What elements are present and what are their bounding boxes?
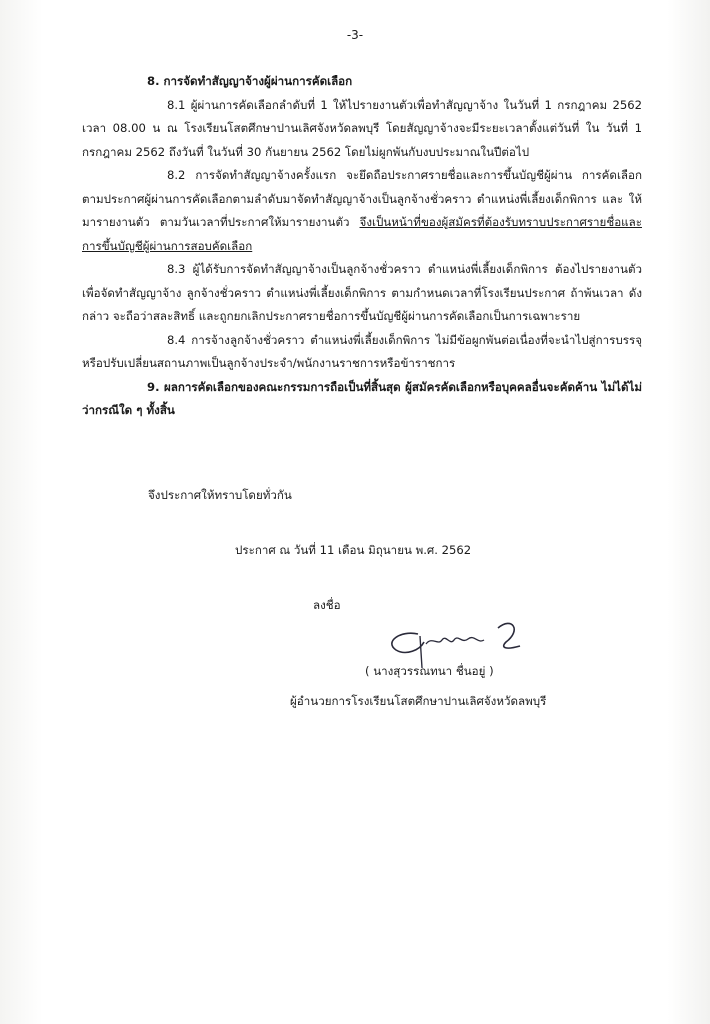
signed-label: ลงชื่อ bbox=[313, 598, 341, 612]
announcement-date: ประกาศ ณ วันที่ 11 เดือน มิถุนายน พ.ศ. 2562 bbox=[235, 543, 472, 557]
signer-title: ผู้อำนวยการโรงเรียนโสตศึกษาปานเลิศจังหวัดลพบุรี bbox=[290, 694, 547, 708]
paragraph-8-4: 8.4 การจ้างลูกจ้างชั่วคราว ตำแหน่งพี่เลี้ยงเด็กพิการ ไม่มีข้อผูกพันต่อเนื่องที่จะนำไปสู่การบรรจุ หรือปรับเปลี่ยนสถานภาพเป็นลูกจ้างประจำ/พนักงานราชการหรือข้าราชการ bbox=[82, 332, 642, 370]
section-8-heading: 8. การจัดทำสัญญาจ้างผู้ผ่านการคัดเลือก bbox=[147, 74, 353, 88]
paragraph-8-3: 8.3 ผู้ได้รับการจัดทำสัญญาจ้างเป็นลูกจ้างชั่วคราว ตำแหน่งพี่เลี้ยงเด็กพิการ ต้องไปรายงานตัว เพื่อจัดทำสัญญาจ้าง ลูกจ้างชั่วคราว ตำแหน่งพี่เลี้ยงเด็กพิการ ตามกำหนดเวลาที่โรงเรียนประกาศ ถ้าพ้นเวลา ดังกล่าว จะถือว่าสละสิทธิ์ และถูกยกเลิกประกาศรายชื่อการขึ้นบัญชีผู้ผ่านการคัดเลือกเป็นการเฉพาะราย bbox=[82, 262, 642, 323]
page-number: -3- bbox=[346, 28, 364, 42]
document-body bbox=[82, 70, 642, 423]
paragraph-8-2 bbox=[82, 164, 642, 258]
section-9: 9. ผลการคัดเลือกของคณะกรรมการถือเป็นที่สิ้นสุด ผู้สมัครคัดเลือกหรือบุคคลอื่นจะคัดค้าน ไม่ได้ไม่ว่ากรณีใด ๆ ทั้งสิ้น bbox=[82, 379, 642, 417]
signer-name: ( นางสุวรรณทนา ชื่นอยู่ ) bbox=[365, 664, 494, 678]
paragraph-8-2-text: 8.2 การจัดทำสัญญาจ้างครั้งแรก จะยึดถือประกาศรายชื่อและการขึ้นบัญชีผู้ผ่าน การคัดเลือก ตามประกาศผู้ผ่านการคัดเลือกตามลำดับมาจัดทำสัญญาจ้างเป็นลูกจ้างชั่วคราว ตำแหน่งพี่เลี้ยงเด็กพิการ และ ให้มารายงานตัว ตามวันเวลาที่ประกาศให้มารายงานตัว bbox=[82, 168, 642, 229]
paragraph-8-2-underlined: จึงเป็นหน้าที่ของผู้สมัครที่ต้องรับทราบประกาศรายชื่อและการขึ้นบัญชีผู้ผ่านการสอบคัดเลือก bbox=[82, 215, 642, 253]
paragraph-8-1: 8.1 ผู้ผ่านการคัดเลือกลำดับที่ 1 ให้ไปรายงานตัวเพื่อทำสัญญาจ้าง ในวันที่ 1 กรกฎาคม 2562 เวลา 08.00 น ณ โรงเรียนโสตศึกษาปานเลิศจังหวัดลพบุรี โดยสัญญาจ้างจะมีระยะเวลาตั้งแต่วันที่ ใน วันที่ 1 กรกฎาคม 2562 ถึงวันที่ ในวันที่ 30 กันยายน 2562 โดยไม่ผูกพันกับงบประมาณในปีต่อไป bbox=[82, 97, 642, 159]
announcement-line: จึงประกาศให้ทราบโดยทั่วกัน bbox=[148, 488, 292, 502]
